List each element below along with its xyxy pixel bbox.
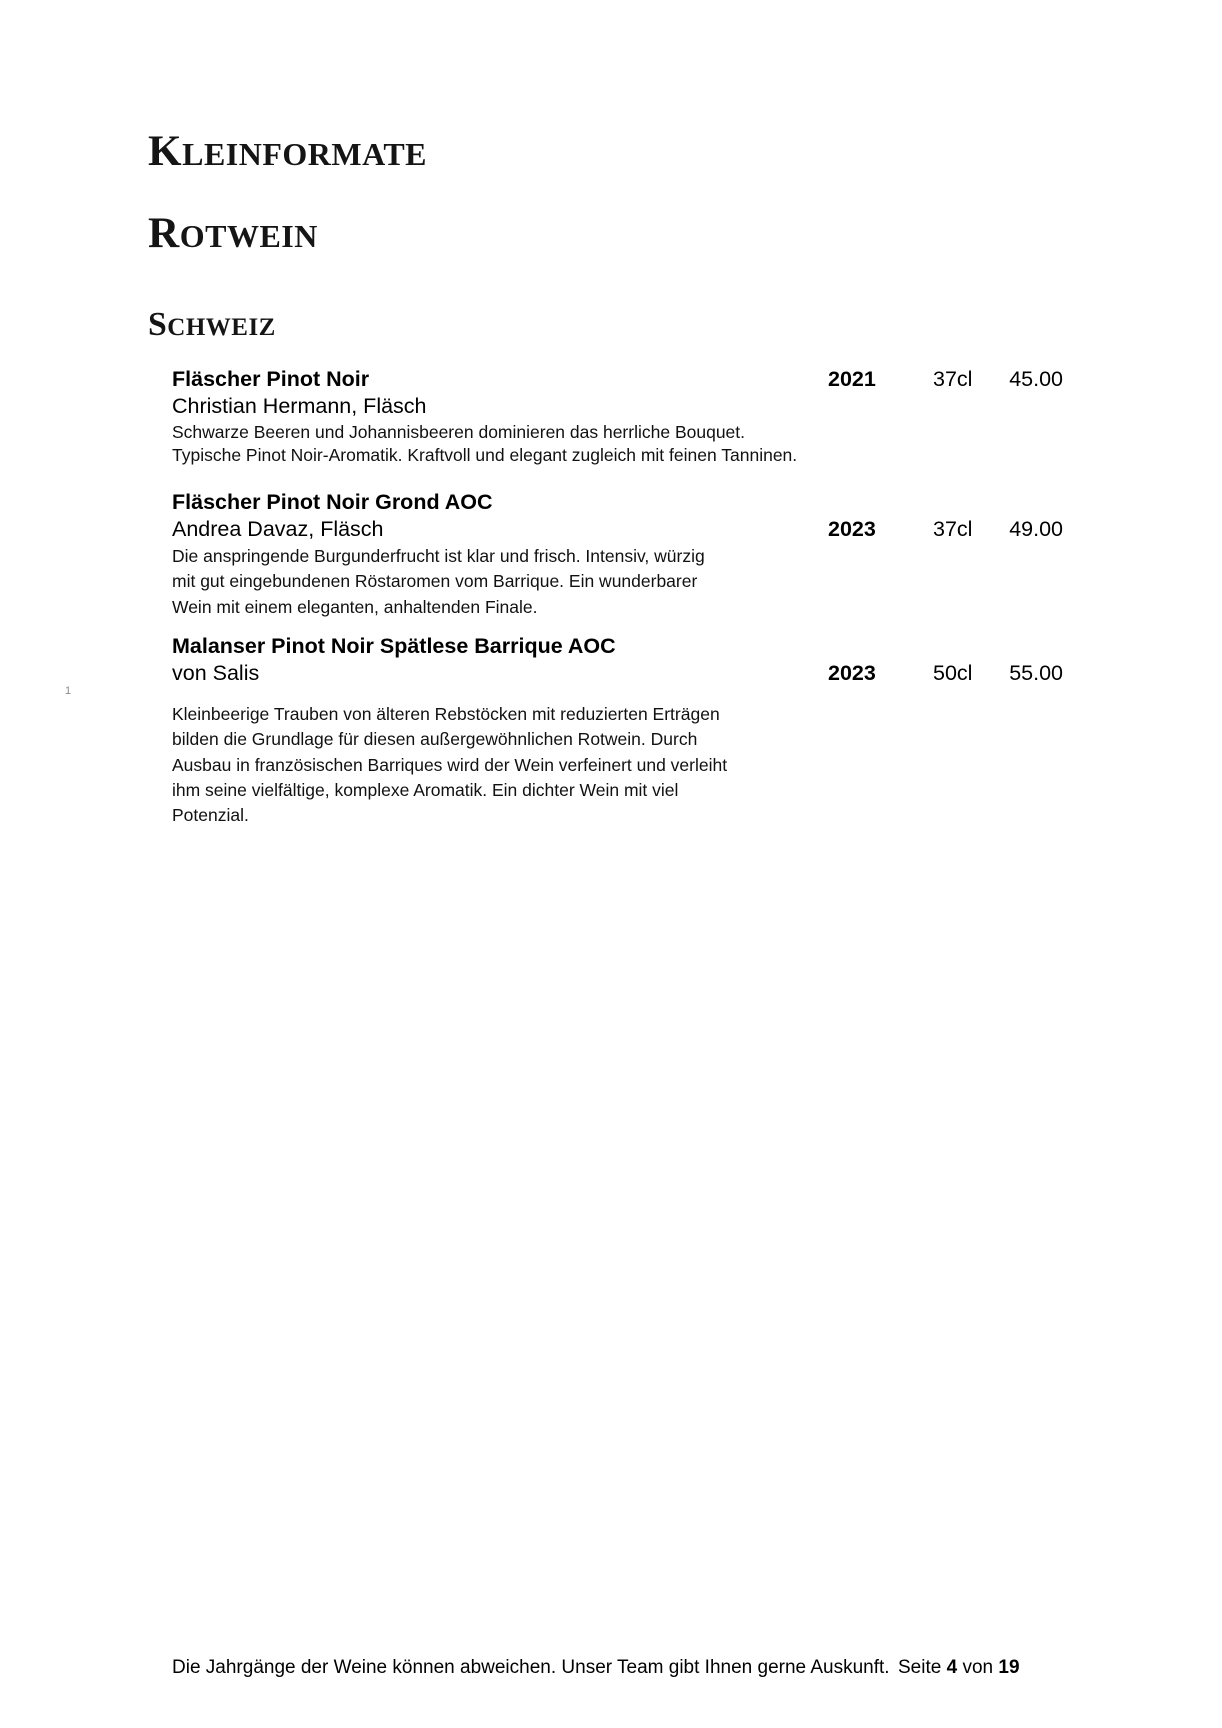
wine-producer: Andrea Davaz, Fläsch bbox=[172, 517, 384, 541]
margin-artifact: 1 bbox=[65, 685, 72, 697]
description-line: Die anspringende Burgunderfrucht ist klar und frisch. Intensiv, würzig bbox=[172, 546, 705, 566]
description-line: Kleinbeerige Trauben von älteren Rebstöcken mit reduzierten Erträgen bbox=[172, 704, 720, 724]
description-line: bilden die Grundlage für diesen außergewöhnlichen Rotwein. Durch bbox=[172, 729, 698, 750]
wine-name: Malanser Pinot Noir Spätlese Barrique AOC bbox=[172, 634, 616, 658]
page-indicator bbox=[898, 1655, 1020, 1681]
wine-entry bbox=[172, 488, 1063, 620]
description-line: ihm seine vielfältige, komplexe Aromatik. Ein dichter Wein mit viel bbox=[172, 779, 679, 800]
description-line: Typische Pinot Noir-Aromatik. Kraftvoll und elegant zugleich mit feinen Tanninen. bbox=[172, 444, 798, 465]
page-word: Seite bbox=[898, 1657, 942, 1678]
footer-note: Die Jahrgänge der Weine können abweichen. Unser Team gibt Ihnen gerne Auskunft. bbox=[172, 1657, 890, 1678]
section-heading-kleinformate: KLEINFORMATE bbox=[148, 128, 428, 175]
page-footer bbox=[0, 1655, 1222, 1681]
wine-description bbox=[172, 702, 1063, 828]
wine-entry bbox=[172, 632, 1063, 828]
description-line: Potenzial. bbox=[172, 805, 249, 826]
wine-size: 37cl bbox=[933, 517, 973, 541]
wine-price: 55.00 bbox=[1009, 661, 1063, 685]
wine-producer: Christian Hermann, Fläsch bbox=[172, 394, 427, 418]
wine-size: 50cl bbox=[933, 661, 973, 685]
wine-vintage: 2023 bbox=[828, 517, 876, 541]
wine-description bbox=[172, 421, 1063, 466]
wine-producer: von Salis bbox=[172, 661, 260, 685]
wine-title-row bbox=[172, 632, 1063, 660]
description-line: Schwarze Beeren und Johannisbeeren dominieren das herrliche Bouquet. bbox=[172, 422, 746, 442]
wine-producer-row bbox=[172, 516, 1063, 542]
region-heading-schweiz: SCHWEIZ bbox=[148, 306, 276, 343]
description-line: mit gut eingebundenen Röstaromen vom Barrique. Ein wunderbarer bbox=[172, 571, 698, 592]
wine-name: Fläscher Pinot Noir bbox=[172, 367, 370, 391]
wine-vintage: 2021 bbox=[828, 367, 876, 391]
description-line: Ausbau in französischen Barriques wird der Wein verfeinert und verleiht bbox=[172, 754, 728, 775]
description-line: Wein mit einem eleganten, anhaltenden Finale. bbox=[172, 596, 538, 617]
wine-description bbox=[172, 544, 1063, 620]
of-word: von bbox=[962, 1657, 994, 1678]
wine-title-row bbox=[172, 365, 1063, 393]
wine-vintage: 2023 bbox=[828, 661, 876, 685]
page-number: 4 bbox=[946, 1657, 958, 1678]
wine-producer-row bbox=[172, 393, 1063, 419]
wine-producer-row bbox=[172, 660, 1063, 686]
page-total: 19 bbox=[998, 1657, 1020, 1678]
wine-price: 45.00 bbox=[1009, 367, 1063, 391]
wine-title-row bbox=[172, 488, 1063, 516]
category-heading-rotwein: ROTWEIN bbox=[148, 210, 318, 257]
wine-price: 49.00 bbox=[1009, 517, 1063, 541]
wine-size: 37cl bbox=[933, 367, 973, 391]
wine-name: Fläscher Pinot Noir Grond AOC bbox=[172, 490, 493, 514]
wine-entry bbox=[172, 365, 1063, 466]
